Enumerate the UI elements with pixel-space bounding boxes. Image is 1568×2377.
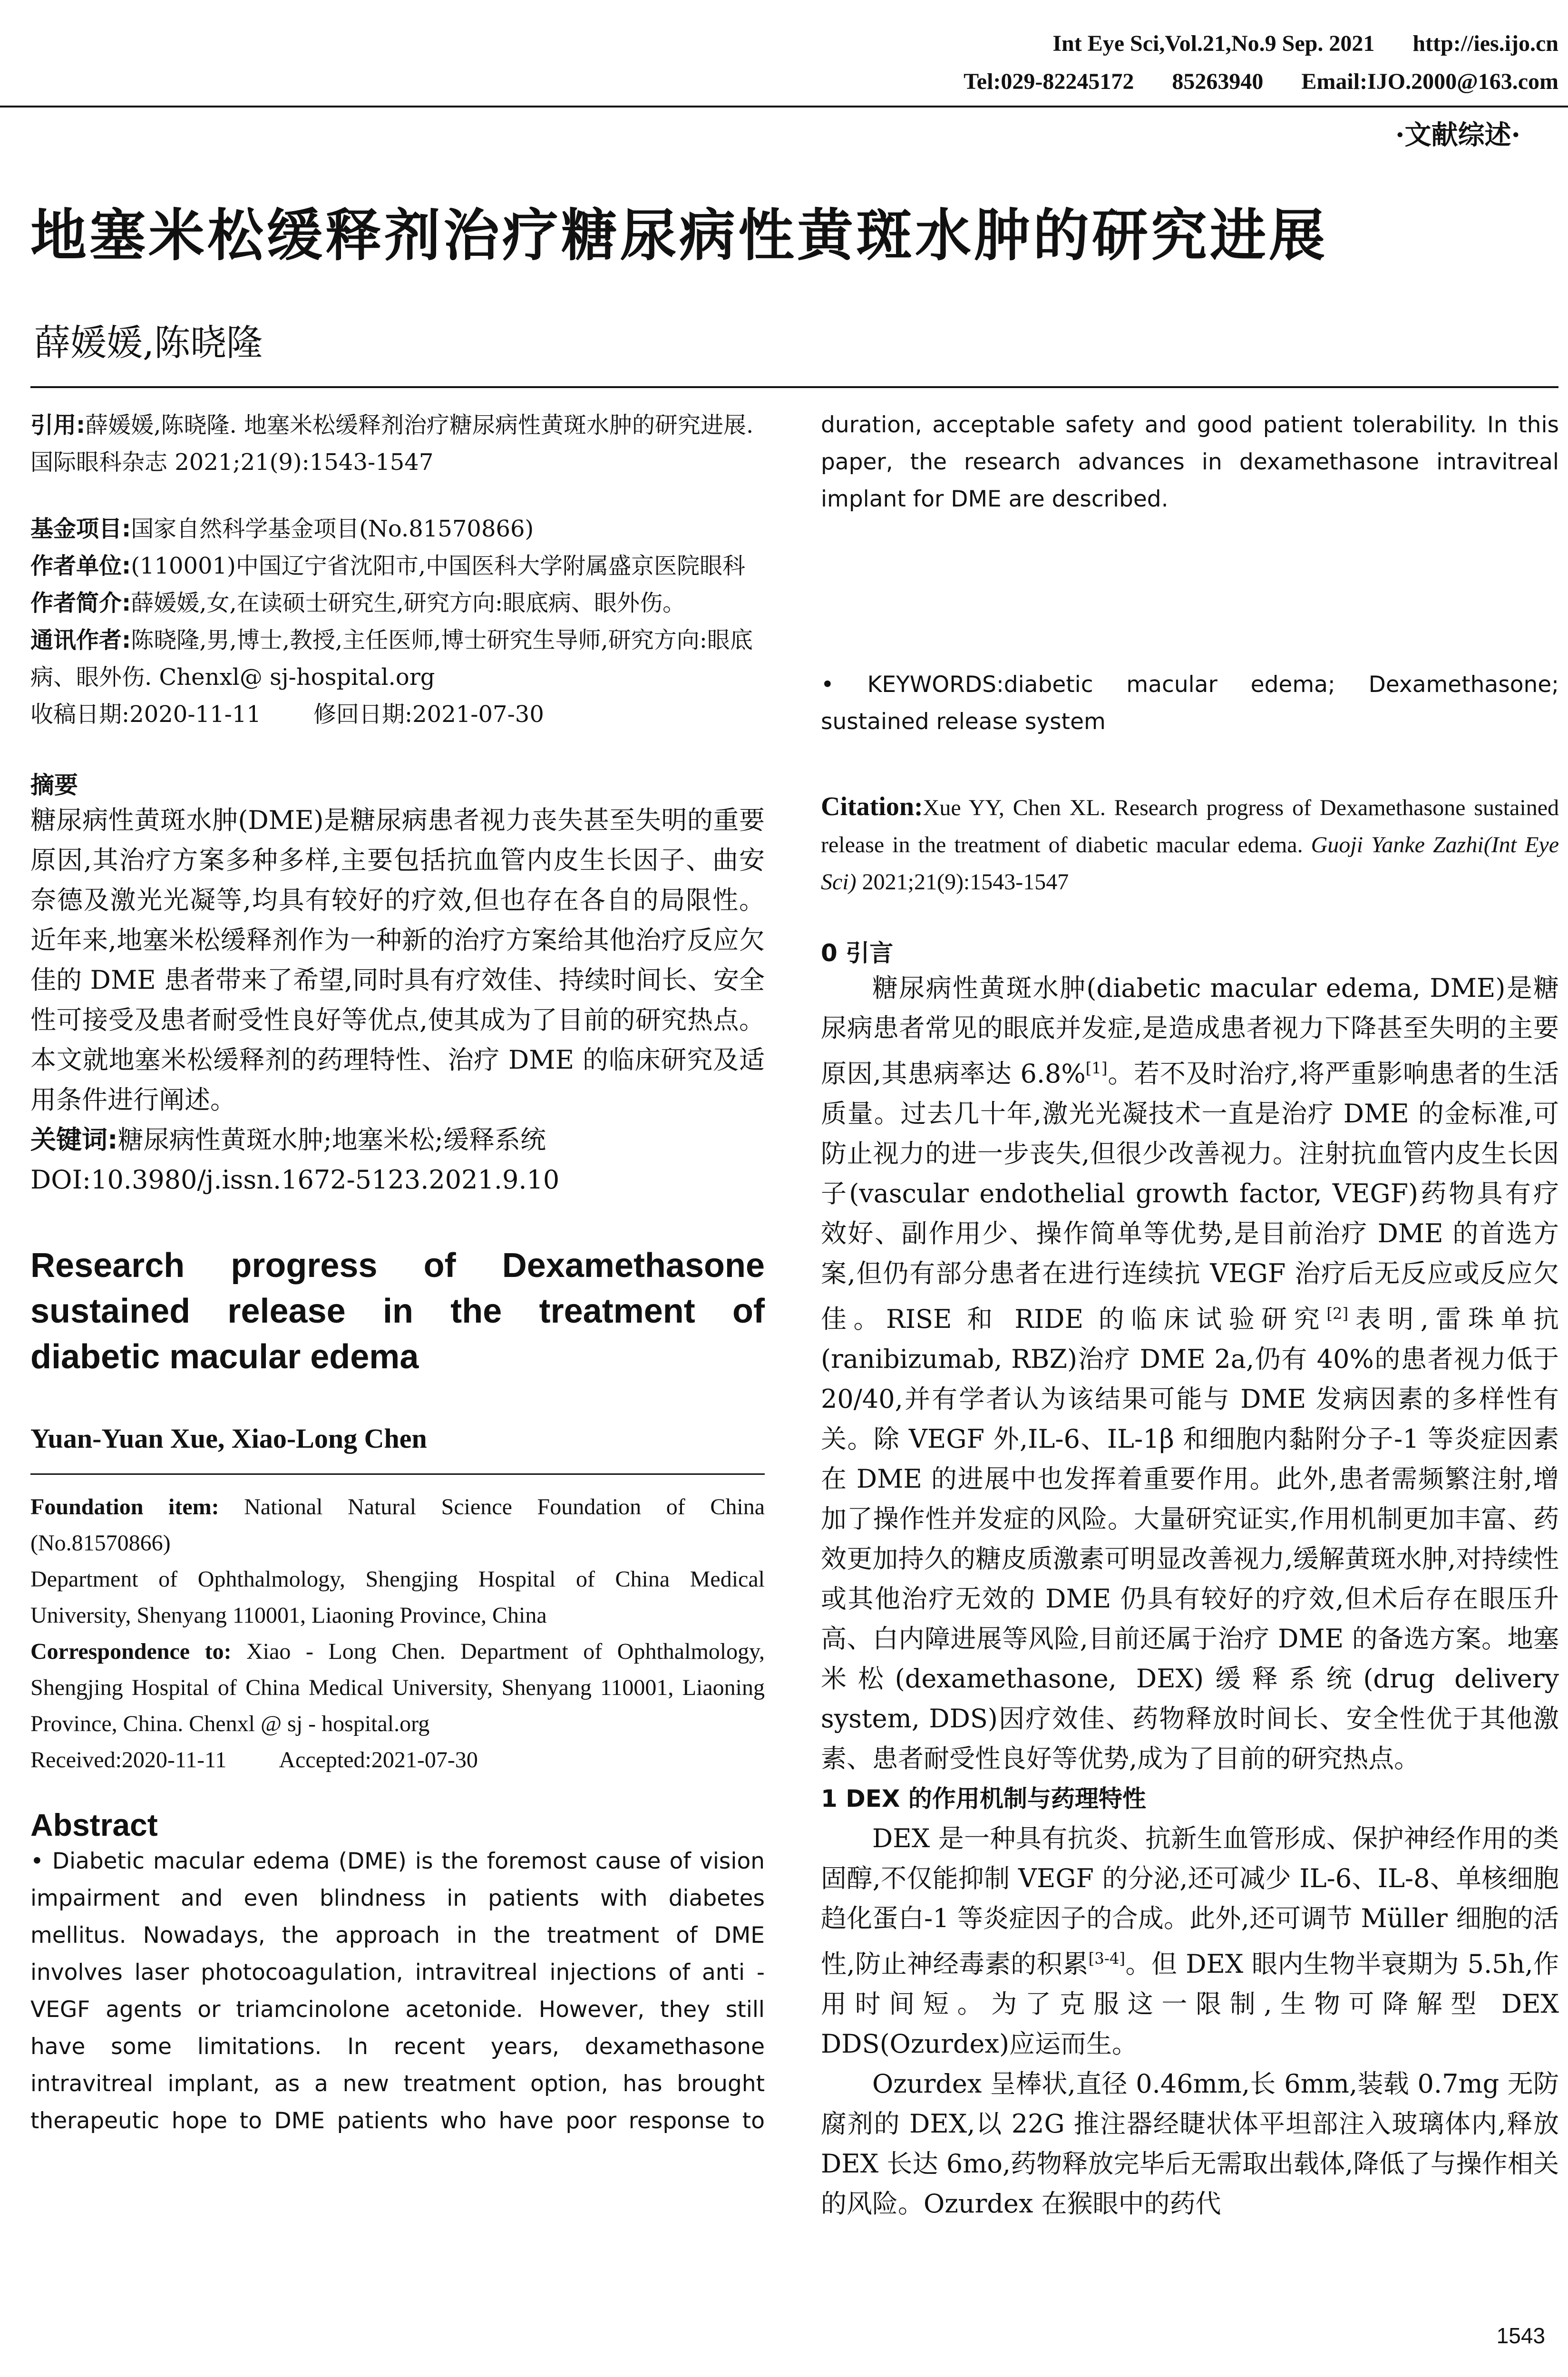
section-1-heading: 1 DEX 的作用机制与药理特性 [821, 1785, 1146, 1812]
corr-cn-label: 通讯作者: [30, 627, 131, 653]
citation-cn-text: 薛媛媛,陈晓隆. 地塞米松缓释剂治疗糖尿病性黄斑水肿的研究进展. 国际眼科杂志 2021;21(9):1543-1547 [30, 412, 754, 476]
received-en: Received:2020-11-11 [30, 1747, 227, 1773]
ref-3[interactable]: [3-4] [1088, 1949, 1126, 1968]
body-paragraph-1 [821, 968, 1559, 1779]
abstract-en-part1: • Diabetic macular edema (DME) is the foremost cause of vision impairment and even blindness in patients with diabetes mellitus. Nowadays, the approach in the treatment of DME involves laser photocoagulation, intravitreal injections of anti - VEGF agents or triamcinolone acetonide. However, they still have some limitations. In recent years, dexamethasone intravitreal implant, as a new treatment option, has brought therapeutic hope to DME patients who have poor response to [30, 1848, 765, 2134]
revised-cn: 修回日期:2021-07-30 [313, 701, 544, 728]
chinese-metadata [30, 407, 765, 733]
doi[interactable]: DOI:10.3980/j.issn.1672-5123.2021.9.10 [30, 1165, 560, 1195]
keywords-cn [30, 1120, 765, 1160]
english-authors: Yuan-Yuan Xue, Xiao-Long Chen [30, 1423, 427, 1454]
abstract-en-left [30, 1843, 765, 2140]
citation-cn-label: 引用: [30, 412, 86, 438]
citation-en [821, 788, 1559, 901]
bio-cn-text: 薛媛媛,女,在读硕士研究生,研究方向:眼底病、眼外伤。 [131, 590, 686, 616]
foundation-en-label: Foundation item: [30, 1494, 219, 1520]
abstract-en-heading: Abstract [30, 1807, 158, 1842]
dates-en [30, 1742, 765, 1778]
body-text [821, 968, 1559, 2224]
unit-cn-text: (110001)中国辽宁省沈阳市,中国医科大学附属盛京医院眼科 [131, 553, 746, 579]
accepted-en: Accepted:2021-07-30 [279, 1747, 478, 1773]
english-title: Research progress of Dexamethasone sustained release in the treatment of diabetic macular edema [30, 1247, 765, 1376]
corr-en [30, 1634, 765, 1742]
abstract-en-part2: duration, acceptable safety and good patient tolerability. In this paper, the research advances in dexamethasone intravitreal implant for DME are described. [821, 412, 1559, 512]
body-p2b: 。但 DEX 眼内生物半衰期为 5.5h,作用时间短。为了克服这一限制,生物可降解型 DEX DDS(Ozurdex)应运而生。 [821, 1949, 1559, 2059]
unit-cn [30, 547, 765, 585]
body-paragraph-3: Ozurdex 呈棒状,直径 0.46mm,长 6mm,装载 0.7mg 无防腐剂的 DEX,以 22G 推注器经睫状体平坦部注入玻璃体内,释放 DEX 长达 6mo,药物释放完毕后无需取出载体,降低了与操作相关的风险。Ozurdex 在猴眼中的药代 [821, 2069, 1559, 2219]
keywords-en [821, 666, 1559, 740]
fund-cn-label: 基金项目: [30, 516, 131, 542]
journal-info: Int Eye Sci,Vol.21,No.9 Sep. 2021 [1052, 31, 1375, 56]
journal-email[interactable]: Email:IJO.2000@163.com [1301, 69, 1558, 94]
journal-tel2: 85263940 [1172, 69, 1264, 94]
english-metadata [30, 1489, 765, 1778]
keywords-cn-label: 关键词: [30, 1125, 118, 1155]
section-tag: ·文献综述· [1395, 119, 1520, 151]
ref-1[interactable]: [1] [1085, 1059, 1108, 1077]
body-p1b: 。若不及时治疗,将严重影响患者的生活质量。过去几十年,激光光凝技术一直是治疗 DME 的金标准,可防止视力的进一步丧失,但很少改善视力。注射抗血管内皮生长因子(vascular endothelial growth factor, VEGF)药物具有疗效好、副作用少、操作简单等优势,是目前治疗 DME 的首选方案,但仍有部分患者在进行连续抗 VEGF 治疗后无反应或反应欠佳。RISE 和 RIDE 的临床试验研究 [821, 1059, 1559, 1334]
citation-en-text: Xue YY, Chen XL. Research progress of Dexamethasone sustained release in the treatment of diabetic macular edema. [821, 795, 1559, 857]
article-title: 地塞米松缓释剂治疗糖尿病性黄斑水肿的研究进展 [30, 202, 1328, 268]
keywords-cn-text: 糖尿病性黄斑水肿;地塞米松;缓释系统 [117, 1125, 546, 1155]
unit-cn-label: 作者单位: [30, 553, 131, 579]
body-p2a: DEX 是一种具有抗炎、抗新生血管形成、保护神经作用的类固醇,不仅能抑制 VEGF 的分泌,还可减少 IL-6、IL-8、单核细胞趋化蛋白-1 等炎症因子的合成。此外,还可调节 Müller 细胞的活性,防止神经毒素的积累 [821, 1823, 1559, 1979]
journal-tel: Tel:029-82245172 [964, 69, 1134, 94]
abstract-en-right [821, 407, 1559, 666]
corr-cn [30, 622, 765, 696]
ref-2[interactable]: [2] [1326, 1305, 1349, 1323]
citation-en-tail: 2021;21(9):1543-1547 [856, 869, 1069, 895]
fund-cn-text: 国家自然科学基金项目(No.81570866) [131, 516, 534, 542]
bio-cn [30, 585, 765, 622]
corr-en-text: Xiao - Long Chen. Department of Ophthalmology, Shengjing Hospital of China Medical University, Shenyang 110001, Liaoning Province, China. Chenxl @ sj - hospital.org [30, 1639, 765, 1736]
corr-en-label: Correspondence to: [30, 1639, 232, 1664]
header-rule [0, 106, 1568, 107]
journal-header [845, 25, 1558, 101]
page-number: 1543 [1496, 2323, 1545, 2348]
received-cn: 收稿日期:2020-11-11 [30, 701, 261, 728]
keywords-en-text: • KEYWORDS:diabetic macular edema; Dexamethasone; sustained release system [821, 672, 1559, 735]
body-p1a: 糖尿病性黄斑水肿(diabetic macular edema, DME)是糖尿病患者常见的眼底并发症,是造成患者视力下降甚至失明的主要原因,其患病率达 6.8% [821, 973, 1559, 1089]
citation-en-journal: Guoji Yanke Zazhi(Int Eye Sci) [821, 832, 1559, 895]
journal-url[interactable]: http://ies.ijo.cn [1412, 31, 1558, 56]
department-en: Department of Ophthalmology, Shengjing Hospital of China Medical University, Shenyang 110001, Liaoning Province, China [30, 1567, 765, 1628]
citation-en-body [821, 788, 1559, 901]
right-column [821, 407, 1559, 2224]
article-authors: 薛媛媛,陈晓隆 [34, 321, 263, 364]
corr-cn-text: 陈晓隆,男,博士,教授,主任医师,博士研究生导师,研究方向:眼底病、眼外伤. Chenxl@ sj-hospital.org [30, 627, 753, 691]
foundation-en-text: National Natural Science Foundation of China (No.81570866) [30, 1494, 765, 1556]
citation-cn [30, 407, 765, 481]
section-0-heading: 0 引言 [821, 939, 894, 967]
left-column [30, 407, 765, 2140]
bio-cn-label: 作者简介: [30, 590, 131, 616]
fund-cn [30, 510, 765, 547]
abstract-cn-heading: 摘要 [30, 771, 78, 799]
abstract-cn [30, 800, 765, 1200]
foundation-en [30, 1489, 765, 1561]
title-rule [30, 386, 1558, 388]
citation-en-label: Citation: [821, 792, 923, 821]
body-paragraph-2 [821, 1819, 1559, 2064]
abstract-cn-text: 糖尿病性黄斑水肿(DME)是糖尿病患者视力丧失甚至失明的重要原因,其治疗方案多种多样,主要包括抗血管内皮生长因子、曲安奈德及激光光凝等,均具有较好的疗效,但也存在各自的局限性。近年来,地塞米松缓释剂作为一种新的治疗方案给其他治疗反应欠佳的 DME 患者带来了希望,同时具有疗效佳、持续时间长、安全性可接受及患者耐受性良好等优点,使其成为了目前的研究热点。本文就地塞米松缓释剂的药理特性、治疗 DME 的临床研究及适用条件进行阐述。 [30, 805, 765, 1115]
dates-cn [30, 696, 765, 733]
body-p1c: 表明,雷珠单抗(ranibizumab, RBZ)治疗 DME 2a,仍有 40%的患者视力低于 20/40,并有学者认为该结果可能与 DME 发病因素的多样性有关。除 VEGF 外,IL-6、IL-1β 和细胞内黏附分子-1 等炎症因素在 DME 的进展中也发挥着重要作用。此外,患者需频繁注射,增加了操作性并发症的风险。大量研究证实,作用机制更加丰富、药效更加持久的糖皮质激素可明显改善视力,缓解黄斑水肿,对持续性或其他治疗无效的 DME 仍具有较好的疗效,但术后存在眼压升高、白内障进展等风险,目前还属于治疗 DME 的备选方案。地塞米松(dexamethasone, DEX)缓释系统(drug delivery system, DDS)因疗效佳、药物释放时间长、安全性优于其他激素、患者耐受性良好等优势,成为了目前的研究热点。 [821, 1304, 1559, 1773]
